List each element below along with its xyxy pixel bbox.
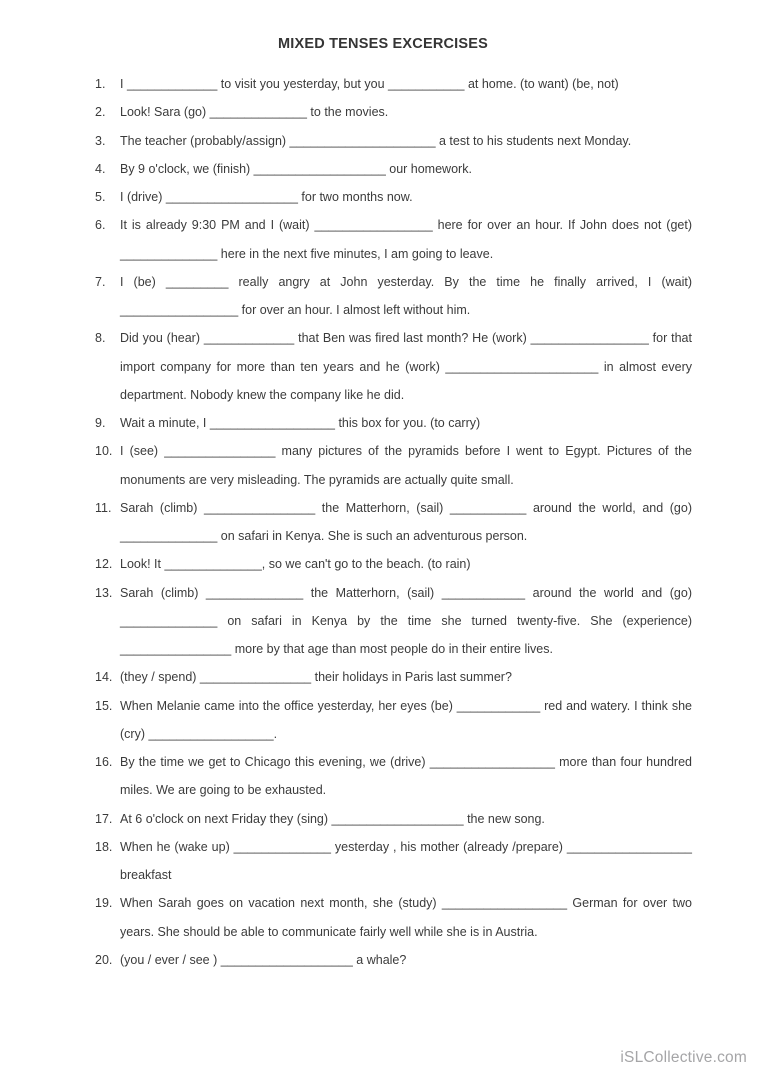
item-text: Sarah (climb) ________________ the Matterhorn, (sail) ___________ around the world, and (go) ______________ on safari in Kenya. She is such an adventurous person. — [120, 500, 692, 543]
list-item — [95, 155, 692, 183]
item-number: 5. — [95, 190, 106, 204]
item-number: 20. — [95, 952, 113, 967]
item-number: 6. — [95, 218, 106, 233]
list-item — [95, 70, 692, 98]
item-number: 19. — [95, 896, 113, 911]
list-item — [95, 748, 692, 805]
item-text: By 9 o'clock, we (finish) ___________________ our homework. — [120, 161, 472, 176]
item-number: 9. — [95, 416, 106, 430]
item-text: By the time we get to Chicago this evening, we (drive) __________________ more than four hundred miles. We are going to be exhausted. — [120, 755, 692, 798]
item-number: 15. — [95, 698, 113, 713]
list-item — [95, 268, 692, 325]
item-number: 14. — [95, 670, 113, 685]
item-text: It is already 9:30 PM and I (wait) _________________ here for over an hour. If John does not (get) ______________ here in the next five minutes, I am going to leave. — [120, 218, 692, 261]
item-number: 17. — [95, 811, 113, 826]
item-text: (you / ever / see ) ___________________ a whale? — [120, 952, 407, 967]
page-title: MIXED TENSES EXCERCISES — [277, 36, 489, 52]
item-text: I (see) ________________ many pictures of the pyramids before I went to Egypt. Pictures of the monuments are very misleading. The pyramids are actually quite small. — [120, 444, 692, 487]
list-item — [95, 183, 692, 211]
item-number: 18. — [95, 839, 113, 854]
item-text: At 6 o'clock on next Friday they (sing) ___________________ the new song. — [120, 811, 545, 826]
item-text: Wait a minute, I __________________ this box for you. (to carry) — [120, 416, 481, 430]
list-item — [95, 324, 692, 409]
item-number: 4. — [95, 161, 106, 176]
list-item — [95, 409, 692, 437]
item-number: 2. — [95, 105, 106, 120]
list-item — [95, 127, 692, 155]
item-number: 16. — [95, 755, 113, 769]
item-text: Look! It ______________, so we can't go to the beach. (to rain) — [120, 557, 471, 572]
item-number: 1. — [95, 77, 106, 91]
item-text: Did you (hear) _____________ that Ben was fired last month? He (work) _________________ for that import company for more than ten years and he (work) ______________________ in almost every department. Nobody knew the company like he did. — [120, 331, 692, 402]
list-item — [95, 211, 692, 268]
list-item — [95, 494, 692, 551]
footer-watermark: iSLCollective.com — [620, 1049, 747, 1066]
item-text: Sarah (climb) ______________ the Matterhorn, (sail) ____________ around the world and (go) ______________ on safari in Kenya by the time she turned twenty-five. She (experience) ________________ more by that age than most people do in their entire lives. — [120, 585, 692, 656]
item-text: I (drive) ___________________ for two months now. — [120, 190, 413, 204]
item-number: 10. — [95, 444, 113, 459]
list-item — [95, 805, 692, 833]
item-text: (they / spend) ________________ their holidays in Paris last summer? — [120, 670, 512, 685]
list-item — [95, 833, 692, 890]
list-item — [95, 663, 692, 691]
item-text: When Sarah goes on vacation next month, she (study) __________________ German for over two years. She should be able to communicate fairly well while she is in Austria. — [120, 896, 692, 939]
list-item — [95, 946, 692, 974]
item-text: When he (wake up) ______________ yesterday , his mother (already /prepare) __________________ breakfast — [120, 839, 692, 882]
item-number: 3. — [95, 133, 106, 148]
item-text: The teacher (probably/assign) _____________________ a test to his students next Monday. — [120, 133, 632, 148]
list-item — [95, 98, 692, 126]
list-item — [95, 579, 692, 664]
item-number: 8. — [95, 331, 106, 346]
item-number: 13. — [95, 585, 113, 600]
item-text: I _____________ to visit you yesterday, but you ___________ at home. (to want) (be, not) — [120, 77, 619, 91]
item-number: 11. — [95, 500, 112, 515]
item-text: Look! Sara (go) ______________ to the movies. — [120, 105, 389, 120]
list-item — [95, 692, 692, 749]
list-item — [95, 550, 692, 578]
item-text: I (be) _________ really angry at John yesterday. By the time he finally arrived, I (wait) _________________ for over an hour. I almost left without him. — [120, 274, 692, 317]
item-number: 7. — [95, 274, 106, 289]
exercise-list — [0, 70, 766, 974]
list-item — [95, 889, 692, 946]
item-text: When Melanie came into the office yesterday, her eyes (be) ____________ red and watery. I think she (cry) __________________. — [120, 698, 692, 741]
list-item — [95, 437, 692, 494]
item-number: 12. — [95, 557, 113, 572]
